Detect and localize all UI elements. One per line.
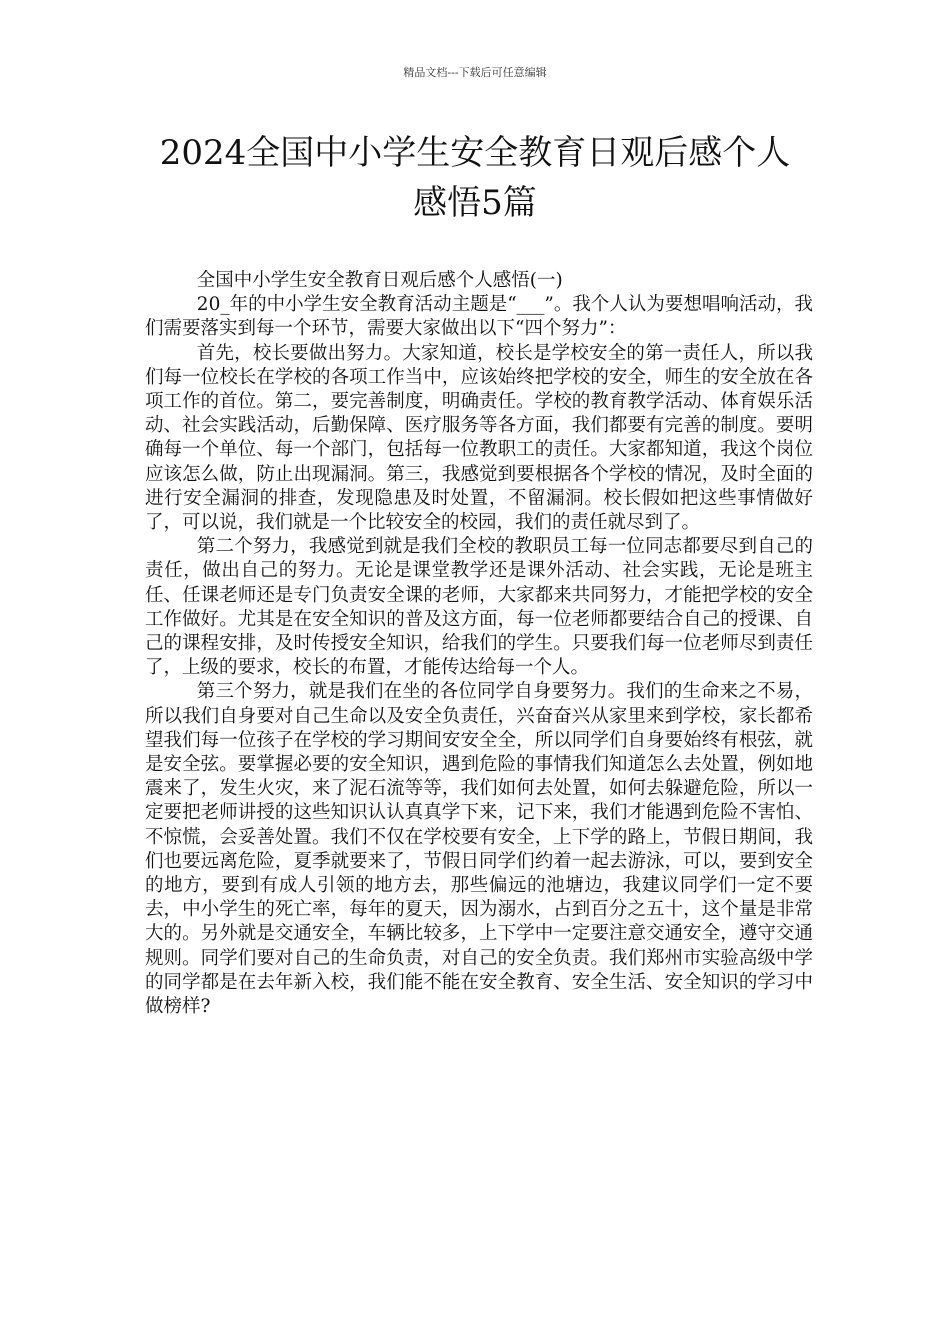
body-paragraph: 第三个努力，就是我们在坐的各位同学自身要努力。我们的生命来之不易，所以我们自身要对自己生命以及安全负责任，兴奋奋兴从家里来到学校，家长都希望我们每一位孩子在学校的学习期间安安全全，所以同学们自身要始终有根弦，就是安全弦。要掌握必要的安全知识，遇到危险的事情我们知道怎么去处置，例如地震来了，发生火灾，来了泥石流等等，我们如何去处置，如何去躲避危险，所以一定要把老师讲授的这些知识认认真真学下来，记下来，我们才能遇到危险不害怕、不惊慌，会妥善处置。我们不仅在学校要有安全，上下学的路上，节假日期间，我们也要远离危险，夏季就要来了，节假日同学们约着一起去游泳，可以，要到安全的地方，要到有成人引领的地方去，那些偏远的池塘边，我建议同学们一定不要去，中小学生的死亡率，每年的夏天，因为溺水，占到百分之五十，这个量是非常大的。另外就是交通安全，车辆比较多，上下学中一定要注意交通安全，遵守交通规则。同学们要对自己的生命负责，对自己的安全负责。我们郑州市实验高级中学的同学都是在去年新入校，我们能不能在安全教育、安全生活、安全知识的学习中做榜样? — [145, 681, 813, 1018]
body-paragraph: 第二个努力，我感觉到就是我们全校的教职员工每一位同志都要尽到自己的责任，做出自己的努力。无论是课堂教学还是课外活动、社会实践，无论是班主任、任课老师还是专门负责安全课的老师，大家都来共同努力，才能把学校的安全工作做好。尤其是在安全知识的普及这方面，每一位老师都要结合自己的授课、自己的课程安排，及时传授安全知识，给我们的学生。只要我们每一位老师尽到责任了，上级的要求，校长的布置，才能传达给每一个人。 — [145, 536, 813, 679]
body-paragraph: 首先，校长要做出努力。大家知道，校长是学校安全的第一责任人，所以我们每一位校长在学校的各项工作当中，应该始终把学校的安全，师生的安全放在各项工作的首位。第二，要完善制度，明确责任。学校的教育教学活动、体育娱乐活动、社会实践活动，后勤保障、医疗服务等各方面，我们都要有完善的制度。要明确每一个单位、每一个部门，包括每一位教职工的责任。大家都知道，我这个岗位应该怎么做，防止出现漏洞。第三，我感觉到要根据各个学校的情况，及时全面的进行安全漏洞的排查，发现隐患及时处置，不留漏洞。校长假如把这些事情做好了，可以说，我们就是一个比较安全的校园，我们的责任就尽到了。 — [145, 342, 813, 534]
body-paragraph: 20_年的中小学生安全教育活动主题是“___”。我个人认为要想唱响活动，我们需要落实到每一个环节，需要大家做出以下“四个努力”： — [145, 294, 813, 340]
document-title — [120, 128, 830, 228]
document-title-line-1: 2024全国中小学生安全教育日观后感个人 — [159, 133, 791, 173]
section-heading: 全国中小学生安全教育日观后感个人感悟(一) — [196, 270, 563, 291]
document-body — [145, 269, 813, 1019]
document-title-line-2: 感悟5篇 — [413, 183, 537, 223]
page-header-note: 精品文档---下载后可任意编辑 — [403, 66, 547, 79]
